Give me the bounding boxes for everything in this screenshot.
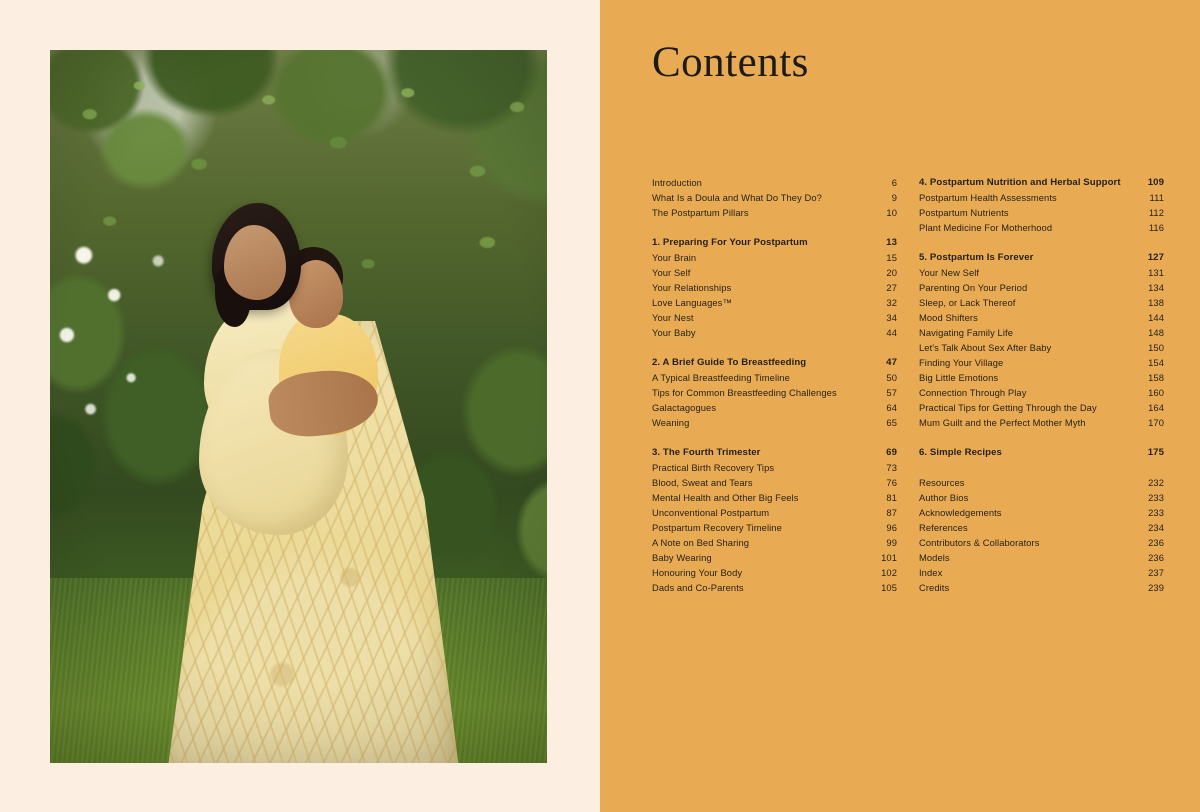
photo-frame [50, 50, 547, 763]
right-page [600, 0, 1200, 812]
toc-entry-page-number: 96 [886, 522, 897, 533]
toc-entry-label: Baby Wearing [652, 552, 712, 563]
toc-entry-row[interactable] [652, 415, 897, 430]
toc-entry-page-number: 73 [886, 462, 897, 473]
toc-entry-row[interactable] [652, 460, 897, 475]
toc-entry-label: Your Brain [652, 252, 697, 263]
toc-entry-row[interactable] [919, 475, 1164, 490]
toc-column [919, 175, 1164, 595]
toc-entry-page-number: 76 [886, 477, 897, 488]
toc-entry-row[interactable] [919, 355, 1164, 370]
toc-entry-row[interactable] [652, 265, 897, 280]
toc-entry-row[interactable] [652, 550, 897, 565]
toc-entry-label: Author Bios [919, 492, 969, 503]
toc-entry-label: References [919, 522, 968, 533]
toc-entry-row[interactable] [652, 505, 897, 520]
toc-entry-label: 1. Preparing For Your Postpartum [652, 237, 808, 248]
toc-entry-row[interactable] [919, 400, 1164, 415]
toc-entry-row[interactable] [919, 325, 1164, 340]
toc-entry-page-number: 64 [886, 402, 897, 413]
toc-group [652, 175, 897, 220]
toc-entry-row[interactable] [652, 175, 897, 190]
toc-entry-page-number: 111 [1149, 192, 1164, 203]
toc-entry-page-number: 57 [886, 387, 897, 398]
toc-entry-page-number: 233 [1148, 492, 1164, 503]
toc-group [919, 250, 1164, 430]
toc-group [652, 235, 897, 340]
toc-entry-row[interactable] [652, 190, 897, 205]
photo-vignette [50, 50, 547, 763]
toc-entry-row[interactable] [919, 385, 1164, 400]
toc-entry-label: Your Relationships [652, 282, 732, 293]
toc-entry-row[interactable] [919, 295, 1164, 310]
toc-entry-row[interactable] [652, 205, 897, 220]
toc-entry-label: Tips for Common Breastfeeding Challenges [652, 387, 837, 398]
toc-entry-row[interactable] [919, 370, 1164, 385]
toc-chapter-row[interactable] [652, 235, 897, 250]
toc-entry-label: Your Baby [652, 327, 696, 338]
toc-entry-page-number: 69 [886, 447, 897, 458]
toc-entry-row[interactable] [652, 295, 897, 310]
toc-entry-row[interactable] [652, 385, 897, 400]
toc-chapter-row[interactable] [919, 250, 1164, 265]
toc-entry-row[interactable] [652, 535, 897, 550]
toc-entry-page-number: 236 [1148, 552, 1164, 563]
toc-entry-page-number: 10 [886, 207, 897, 218]
toc-entry-label: Weaning [652, 417, 690, 428]
toc-entry-page-number: 65 [886, 417, 897, 428]
toc-entry-page-number: 144 [1148, 312, 1164, 323]
toc-entry-row[interactable] [652, 475, 897, 490]
toc-entry-row[interactable] [919, 565, 1164, 580]
toc-entry-label: 5. Postpartum Is Forever [919, 252, 1034, 263]
toc-entry-label: 6. Simple Recipes [919, 447, 1002, 458]
toc-entry-label: Postpartum Recovery Timeline [652, 522, 782, 533]
toc-entry-page-number: 15 [886, 252, 897, 263]
toc-entry-page-number: 34 [886, 312, 897, 323]
toc-entry-label: Mum Guilt and the Perfect Mother Myth [919, 417, 1086, 428]
toc-entry-label: 4. Postpartum Nutrition and Herbal Support [919, 177, 1121, 188]
toc-entry-row[interactable] [919, 280, 1164, 295]
toc-entry-page-number: 9 [891, 192, 897, 203]
toc-entry-page-number: 138 [1148, 297, 1164, 308]
toc-entry-page-number: 44 [886, 327, 897, 338]
toc-entry-page-number: 232 [1148, 477, 1164, 488]
toc-entry-label: A Note on Bed Sharing [652, 537, 750, 548]
toc-entry-page-number: 170 [1148, 417, 1164, 428]
toc-entry-page-number: 47 [886, 357, 897, 368]
toc-entry-label: Postpartum Health Assessments [919, 192, 1057, 203]
table-of-contents [652, 175, 1164, 595]
toc-entry-label: Postpartum Nutrients [919, 207, 1009, 218]
toc-entry-label: Love Languages™ [652, 297, 732, 308]
toc-entry-label: Honouring Your Body [652, 567, 743, 578]
toc-entry-row[interactable] [652, 490, 897, 505]
toc-entry-label: The Postpartum Pillars [652, 207, 749, 218]
toc-entry-label: Plant Medicine For Motherhood [919, 222, 1053, 233]
toc-entry-label: Sleep, or Lack Thereof [919, 297, 1016, 308]
toc-entry-label: Dads and Co-Parents [652, 582, 744, 593]
toc-entry-row[interactable] [919, 415, 1164, 430]
toc-group [652, 355, 897, 430]
toc-entry-page-number: 237 [1148, 567, 1164, 578]
toc-entry-page-number: 116 [1148, 222, 1164, 233]
toc-entry-label: Resources [919, 477, 965, 488]
toc-column [652, 175, 897, 595]
toc-entry-label: A Typical Breastfeeding Timeline [652, 372, 790, 383]
toc-entry-row[interactable] [652, 310, 897, 325]
toc-entry-row[interactable] [652, 520, 897, 535]
toc-entry-row[interactable] [919, 340, 1164, 355]
toc-entry-page-number: 50 [886, 372, 897, 383]
toc-entry-label: Acknowledgements [919, 507, 1002, 518]
toc-entry-page-number: 32 [886, 297, 897, 308]
toc-group [919, 445, 1164, 460]
toc-entry-page-number: 131 [1148, 267, 1164, 278]
toc-entry-row[interactable] [919, 205, 1164, 220]
toc-entry-label: Introduction [652, 177, 702, 188]
toc-entry-label: Contributors & Collaborators [919, 537, 1040, 548]
toc-entry-row[interactable] [652, 250, 897, 265]
toc-entry-page-number: 164 [1148, 402, 1164, 413]
toc-entry-label: Practical Birth Recovery Tips [652, 462, 775, 473]
toc-entry-page-number: 99 [886, 537, 897, 548]
toc-chapter-row[interactable] [919, 445, 1164, 460]
toc-entry-row[interactable] [652, 565, 897, 580]
toc-entry-page-number: 102 [881, 567, 897, 578]
toc-entry-page-number: 154 [1148, 357, 1164, 368]
toc-entry-label: Navigating Family Life [919, 327, 1013, 338]
toc-entry-row[interactable] [919, 580, 1164, 595]
mother-holding-baby-in-garden-photo [50, 50, 547, 763]
toc-entry-row[interactable] [652, 580, 897, 595]
toc-entry-row[interactable] [919, 490, 1164, 505]
toc-entry-row[interactable] [919, 550, 1164, 565]
toc-entry-page-number: 148 [1148, 327, 1164, 338]
toc-entry-row[interactable] [652, 400, 897, 415]
toc-entry-row[interactable] [919, 505, 1164, 520]
toc-entry-label: Unconventional Postpartum [652, 507, 770, 518]
toc-entry-label: Your Self [652, 267, 691, 278]
toc-chapter-row[interactable] [919, 175, 1164, 190]
toc-entry-page-number: 27 [886, 282, 897, 293]
toc-entry-page-number: 6 [891, 177, 897, 188]
toc-entry-label: Mental Health and Other Big Feels [652, 492, 799, 503]
toc-entry-row[interactable] [652, 370, 897, 385]
toc-entry-page-number: 233 [1148, 507, 1164, 518]
toc-entry-page-number: 175 [1147, 447, 1164, 458]
toc-entry-row[interactable] [919, 535, 1164, 550]
toc-entry-page-number: 127 [1147, 252, 1164, 263]
toc-entry-label: Let's Talk About Sex After Baby [919, 342, 1052, 353]
toc-entry-label: Parenting On Your Period [919, 282, 1028, 293]
toc-entry-label: Big Little Emotions [919, 372, 999, 383]
toc-group [919, 475, 1164, 595]
toc-entry-page-number: 87 [886, 507, 897, 518]
toc-entry-page-number: 109 [1147, 177, 1164, 188]
toc-entry-row[interactable] [919, 520, 1164, 535]
toc-entry-row[interactable] [919, 190, 1164, 205]
toc-entry-page-number: 236 [1148, 537, 1164, 548]
toc-group [919, 175, 1164, 235]
toc-entry-row[interactable] [919, 265, 1164, 280]
toc-entry-page-number: 101 [881, 552, 897, 563]
toc-entry-row[interactable] [652, 325, 897, 340]
toc-entry-label: Galactagogues [652, 402, 717, 413]
toc-entry-label: What Is a Doula and What Do They Do? [652, 192, 822, 203]
toc-entry-label: Models [919, 552, 950, 563]
toc-entry-page-number: 150 [1148, 342, 1164, 353]
toc-entry-page-number: 81 [886, 492, 897, 503]
toc-entry-page-number: 105 [881, 582, 897, 593]
toc-entry-label: 3. The Fourth Trimester [652, 447, 761, 458]
toc-entry-page-number: 160 [1148, 387, 1164, 398]
toc-entry-row[interactable] [919, 310, 1164, 325]
toc-entry-row[interactable] [652, 280, 897, 295]
toc-entry-label: Finding Your Village [919, 357, 1004, 368]
toc-entry-page-number: 13 [886, 237, 897, 248]
toc-entry-page-number: 158 [1148, 372, 1164, 383]
toc-entry-label: Mood Shifters [919, 312, 978, 323]
toc-entry-row[interactable] [919, 220, 1164, 235]
toc-entry-label: 2. A Brief Guide To Breastfeeding [652, 357, 807, 368]
page-title: Contents [652, 39, 809, 86]
toc-entry-page-number: 20 [886, 267, 897, 278]
toc-entry-label: Practical Tips for Getting Through the Day [919, 402, 1097, 413]
toc-entry-label: Connection Through Play [919, 387, 1027, 398]
toc-entry-label: Credits [919, 582, 950, 593]
toc-entry-label: Index [919, 567, 943, 578]
toc-entry-label: Blood, Sweat and Tears [652, 477, 753, 488]
toc-chapter-row[interactable] [652, 445, 897, 460]
toc-entry-page-number: 234 [1148, 522, 1164, 533]
toc-entry-page-number: 239 [1148, 582, 1164, 593]
toc-entry-page-number: 112 [1148, 207, 1164, 218]
toc-chapter-row[interactable] [652, 355, 897, 370]
toc-entry-label: Your Nest [652, 312, 694, 323]
toc-entry-page-number: 134 [1148, 282, 1164, 293]
toc-group [652, 445, 897, 595]
toc-entry-label: Your New Self [919, 267, 980, 278]
